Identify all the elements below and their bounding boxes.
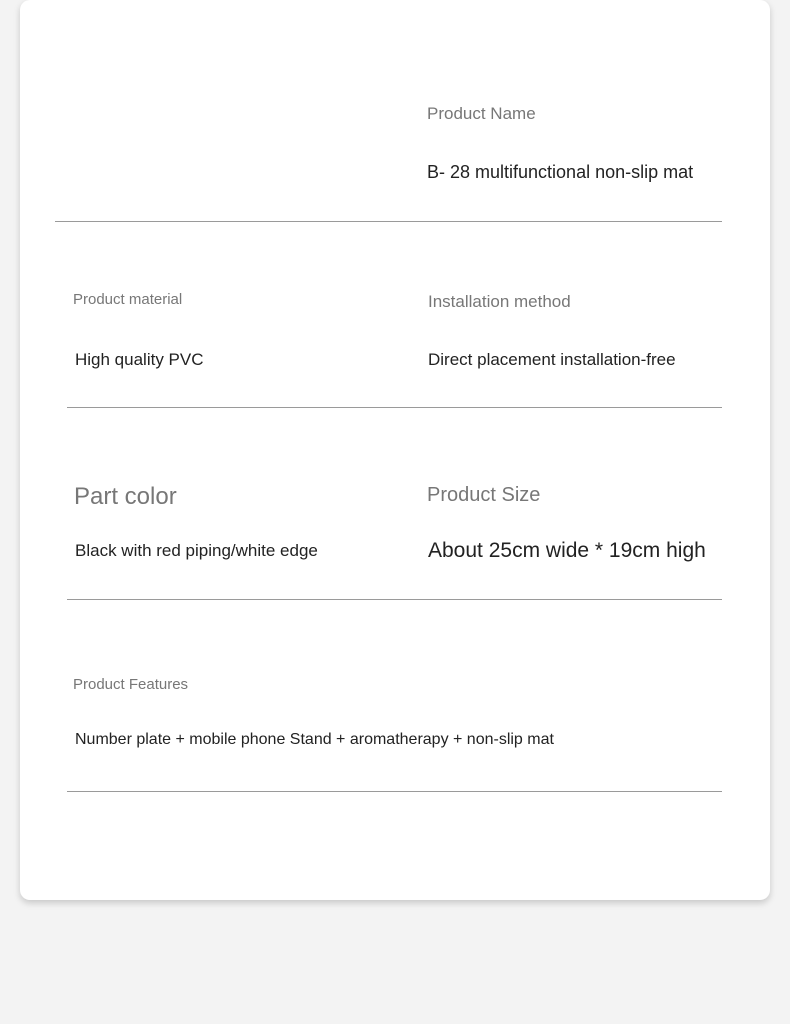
product-material-value: High quality PVC [75, 350, 204, 369]
product-size-label: Product Size [427, 484, 541, 506]
divider [67, 407, 722, 408]
part-color-value: Black with red piping/white edge [75, 541, 318, 560]
product-size-value: About 25cm wide * 19cm high [428, 539, 706, 562]
product-features-value: Number plate + mobile phone Stand + aromatherapy + non-slip mat [75, 731, 554, 748]
installation-method-value: Direct placement installation-free [428, 350, 676, 369]
part-color-label: Part color [74, 483, 177, 510]
product-name-label: Product Name [427, 104, 536, 123]
installation-method-label: Installation method [428, 292, 571, 311]
product-name-value: B- 28 multifunctional non-slip mat [427, 162, 694, 182]
product-material-label: Product material [73, 291, 183, 308]
divider [67, 791, 722, 792]
spec-card [20, 0, 770, 900]
divider [55, 221, 722, 222]
product-features-label: Product Features [73, 676, 189, 693]
divider [67, 599, 722, 600]
